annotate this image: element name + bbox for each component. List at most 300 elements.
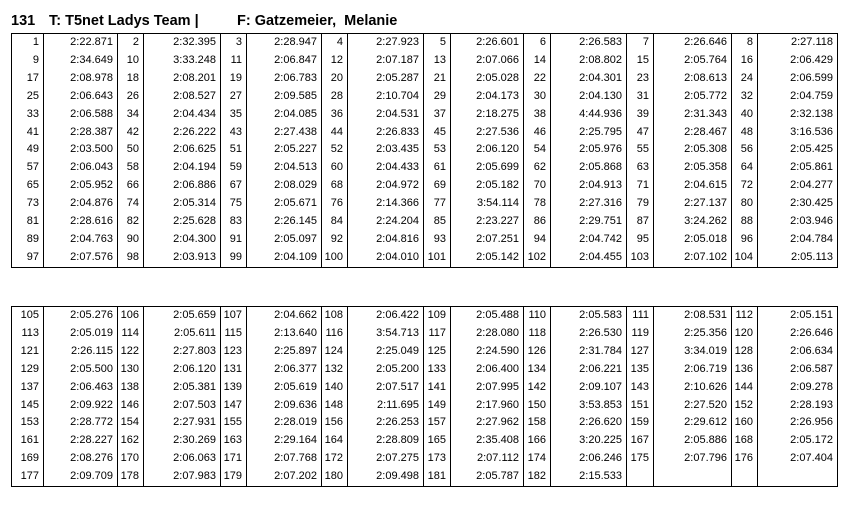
table-row bbox=[12, 124, 838, 142]
lap-time: 2:07.576 bbox=[44, 249, 118, 267]
lap-number: 150 bbox=[524, 397, 551, 415]
lap-number: 172 bbox=[322, 450, 348, 468]
lap-time: 3:53.853 bbox=[551, 397, 627, 415]
lap-number: 154 bbox=[118, 414, 144, 432]
lap-time: 2:06.246 bbox=[551, 450, 627, 468]
lap-time: 2:08.978 bbox=[44, 70, 118, 88]
lap-time: 2:04.173 bbox=[451, 88, 524, 106]
lap-number: 108 bbox=[322, 307, 348, 325]
table-row bbox=[12, 414, 838, 432]
lap-time: 2:08.802 bbox=[551, 52, 627, 70]
lap-time: 2:07.066 bbox=[451, 52, 524, 70]
lap-number: 29 bbox=[424, 88, 451, 106]
lap-number: 177 bbox=[12, 468, 44, 486]
lap-number: 45 bbox=[424, 124, 451, 142]
lap-number: 68 bbox=[322, 177, 348, 195]
lap-number: 75 bbox=[221, 195, 247, 213]
lap-time: 2:31.343 bbox=[654, 106, 732, 124]
lap-number: 70 bbox=[524, 177, 551, 195]
lap-time: 2:05.276 bbox=[44, 307, 118, 325]
lap-number: 107 bbox=[221, 307, 247, 325]
lap-number: 178 bbox=[118, 468, 144, 486]
lap-number: 2 bbox=[118, 34, 144, 52]
lap-number: 25 bbox=[12, 88, 44, 106]
lap-number: 40 bbox=[732, 106, 758, 124]
table-row bbox=[12, 213, 838, 231]
driver-name: F: Gatzemeier, Melanie bbox=[237, 13, 398, 29]
lap-number: 166 bbox=[524, 432, 551, 450]
lap-time: 4:44.936 bbox=[551, 106, 627, 124]
lap-time: 2:04.531 bbox=[348, 106, 424, 124]
lap-number: 121 bbox=[12, 343, 44, 361]
lap-time: 2:27.962 bbox=[451, 414, 524, 432]
lap-number: 103 bbox=[627, 249, 654, 267]
lap-number: 98 bbox=[118, 249, 144, 267]
lap-time: 2:04.455 bbox=[551, 249, 627, 267]
lap-time: 2:08.276 bbox=[44, 450, 118, 468]
lap-number: 117 bbox=[424, 325, 451, 343]
lap-number: 73 bbox=[12, 195, 44, 213]
lap-number: 74 bbox=[118, 195, 144, 213]
lap-time: 2:06.463 bbox=[44, 379, 118, 397]
table-row bbox=[12, 249, 838, 267]
lap-time: 2:07.251 bbox=[451, 231, 524, 249]
lap-number: 56 bbox=[732, 141, 758, 159]
lap-number: 27 bbox=[221, 88, 247, 106]
lap-time: 2:04.742 bbox=[551, 231, 627, 249]
table-row bbox=[12, 195, 838, 213]
lap-number: 153 bbox=[12, 414, 44, 432]
table-row bbox=[12, 106, 838, 124]
lap-number: 147 bbox=[221, 397, 247, 415]
lap-time: 2:15.533 bbox=[551, 468, 627, 486]
lap-time: 3:33.248 bbox=[144, 52, 221, 70]
lap-number: 83 bbox=[221, 213, 247, 231]
lap-time: 2:32.395 bbox=[144, 34, 221, 52]
lap-time: 2:06.063 bbox=[144, 450, 221, 468]
lap-time: 2:07.503 bbox=[144, 397, 221, 415]
lap-number: 109 bbox=[424, 307, 451, 325]
lap-number: 87 bbox=[627, 213, 654, 231]
lap-time: 2:17.960 bbox=[451, 397, 524, 415]
lap-time: 2:05.151 bbox=[758, 307, 838, 325]
lap-number: 158 bbox=[524, 414, 551, 432]
lap-time: 2:04.763 bbox=[44, 231, 118, 249]
lap-number: 53 bbox=[424, 141, 451, 159]
lap-time: 2:04.876 bbox=[44, 195, 118, 213]
lap-number: 135 bbox=[627, 361, 654, 379]
lap-number: 3 bbox=[221, 34, 247, 52]
lap-time: 2:26.253 bbox=[348, 414, 424, 432]
lap-number: 105 bbox=[12, 307, 44, 325]
lap-time: 2:04.615 bbox=[654, 177, 732, 195]
lap-time: 2:06.634 bbox=[758, 343, 838, 361]
lap-number: 164 bbox=[322, 432, 348, 450]
lap-time: 2:26.956 bbox=[758, 414, 838, 432]
lap-number bbox=[627, 468, 654, 486]
table-row bbox=[12, 70, 838, 88]
lap-number: 104 bbox=[732, 249, 758, 267]
lap-number: 151 bbox=[627, 397, 654, 415]
lap-number: 1 bbox=[12, 34, 44, 52]
lap-number: 133 bbox=[424, 361, 451, 379]
lap-number: 181 bbox=[424, 468, 451, 486]
lap-number: 110 bbox=[524, 307, 551, 325]
lap-time: 2:23.227 bbox=[451, 213, 524, 231]
lap-time: 2:07.768 bbox=[247, 450, 322, 468]
lap-time: 2:07.517 bbox=[348, 379, 424, 397]
lap-time: 2:06.422 bbox=[348, 307, 424, 325]
lap-number: 119 bbox=[627, 325, 654, 343]
lap-number: 26 bbox=[118, 88, 144, 106]
lap-time: 2:26.646 bbox=[758, 325, 838, 343]
lap-time: 2:29.164 bbox=[247, 432, 322, 450]
table-row bbox=[12, 379, 838, 397]
lap-time: 2:28.947 bbox=[247, 34, 322, 52]
lap-time: 2:05.142 bbox=[451, 249, 524, 267]
lap-time: 2:05.583 bbox=[551, 307, 627, 325]
lap-time: 2:05.488 bbox=[451, 307, 524, 325]
lap-time: 2:09.585 bbox=[247, 88, 322, 106]
lap-number: 167 bbox=[627, 432, 654, 450]
lap-time: 2:34.649 bbox=[44, 52, 118, 70]
lap-number: 91 bbox=[221, 231, 247, 249]
lap-number: 42 bbox=[118, 124, 144, 142]
lap-number: 39 bbox=[627, 106, 654, 124]
lap-number: 46 bbox=[524, 124, 551, 142]
lap-number: 85 bbox=[424, 213, 451, 231]
lap-number: 30 bbox=[524, 88, 551, 106]
lap-time: 2:27.536 bbox=[451, 124, 524, 142]
lap-number: 134 bbox=[524, 361, 551, 379]
lap-time: 2:09.107 bbox=[551, 379, 627, 397]
lap-time: 2:05.287 bbox=[348, 70, 424, 88]
lap-number: 161 bbox=[12, 432, 44, 450]
lap-time: 2:22.871 bbox=[44, 34, 118, 52]
lap-time: 2:26.222 bbox=[144, 124, 221, 142]
lap-time: 2:05.314 bbox=[144, 195, 221, 213]
lap-number: 182 bbox=[524, 468, 551, 486]
lap-number: 136 bbox=[732, 361, 758, 379]
lap-time: 2:06.783 bbox=[247, 70, 322, 88]
lap-time: 2:04.277 bbox=[758, 177, 838, 195]
lap-number: 122 bbox=[118, 343, 144, 361]
lap-number: 90 bbox=[118, 231, 144, 249]
lap-time: 2:05.659 bbox=[144, 307, 221, 325]
lap-time: 2:32.138 bbox=[758, 106, 838, 124]
lap-time: 2:28.227 bbox=[44, 432, 118, 450]
lap-time: 2:08.531 bbox=[654, 307, 732, 325]
lap-number: 141 bbox=[424, 379, 451, 397]
lap-number: 138 bbox=[118, 379, 144, 397]
lap-number: 92 bbox=[322, 231, 348, 249]
lap-number: 80 bbox=[732, 195, 758, 213]
lap-number: 15 bbox=[627, 52, 654, 70]
lap-time: 2:05.764 bbox=[654, 52, 732, 70]
lap-time: 2:08.029 bbox=[247, 177, 322, 195]
lap-time: 2:05.619 bbox=[247, 379, 322, 397]
lap-time: 3:24.262 bbox=[654, 213, 732, 231]
lap-number: 76 bbox=[322, 195, 348, 213]
lap-number: 163 bbox=[221, 432, 247, 450]
lap-number: 58 bbox=[118, 159, 144, 177]
lap-time: 2:05.019 bbox=[44, 325, 118, 343]
table-row bbox=[12, 361, 838, 379]
lap-number: 139 bbox=[221, 379, 247, 397]
lap-number: 21 bbox=[424, 70, 451, 88]
lap-time: 2:28.467 bbox=[654, 124, 732, 142]
lap-time: 2:05.172 bbox=[758, 432, 838, 450]
lap-number: 126 bbox=[524, 343, 551, 361]
lap-number: 145 bbox=[12, 397, 44, 415]
lap-number: 34 bbox=[118, 106, 144, 124]
lap-time bbox=[654, 468, 732, 486]
lap-time: 2:25.795 bbox=[551, 124, 627, 142]
lap-number: 148 bbox=[322, 397, 348, 415]
lap-time: 2:25.897 bbox=[247, 343, 322, 361]
table-row bbox=[12, 397, 838, 415]
lap-time: 2:05.182 bbox=[451, 177, 524, 195]
team-name: T: T5net Ladys Team | bbox=[49, 13, 199, 29]
lap-number: 144 bbox=[732, 379, 758, 397]
lap-number: 137 bbox=[12, 379, 44, 397]
lap-time: 2:08.613 bbox=[654, 70, 732, 88]
lap-time: 2:27.316 bbox=[551, 195, 627, 213]
lap-number: 35 bbox=[221, 106, 247, 124]
lap-number: 173 bbox=[424, 450, 451, 468]
lap-time: 2:06.221 bbox=[551, 361, 627, 379]
lap-number: 6 bbox=[524, 34, 551, 52]
lap-number: 31 bbox=[627, 88, 654, 106]
lap-time: 2:28.809 bbox=[348, 432, 424, 450]
lap-number: 7 bbox=[627, 34, 654, 52]
lap-time: 2:05.868 bbox=[551, 159, 627, 177]
lap-number: 95 bbox=[627, 231, 654, 249]
lap-time: 2:31.784 bbox=[551, 343, 627, 361]
lap-number: 124 bbox=[322, 343, 348, 361]
lap-number: 14 bbox=[524, 52, 551, 70]
lap-time: 2:04.010 bbox=[348, 249, 424, 267]
lap-times-table-2 bbox=[11, 306, 838, 487]
lap-time: 2:07.112 bbox=[451, 450, 524, 468]
lap-number: 23 bbox=[627, 70, 654, 88]
lap-time: 2:30.269 bbox=[144, 432, 221, 450]
lap-number: 106 bbox=[118, 307, 144, 325]
lap-number: 116 bbox=[322, 325, 348, 343]
lap-number: 64 bbox=[732, 159, 758, 177]
lap-time: 2:04.816 bbox=[348, 231, 424, 249]
lap-time: 2:09.922 bbox=[44, 397, 118, 415]
lap-time: 2:27.923 bbox=[348, 34, 424, 52]
lap-time: 2:27.931 bbox=[144, 414, 221, 432]
lap-number: 63 bbox=[627, 159, 654, 177]
lap-time: 2:05.671 bbox=[247, 195, 322, 213]
lap-number: 19 bbox=[221, 70, 247, 88]
table-row bbox=[12, 343, 838, 361]
lap-number: 20 bbox=[322, 70, 348, 88]
lap-number: 52 bbox=[322, 141, 348, 159]
lap-time: 2:04.130 bbox=[551, 88, 627, 106]
lap-number: 33 bbox=[12, 106, 44, 124]
lap-number: 101 bbox=[424, 249, 451, 267]
lap-time: 2:05.500 bbox=[44, 361, 118, 379]
lap-number: 10 bbox=[118, 52, 144, 70]
lap-number: 93 bbox=[424, 231, 451, 249]
lap-time: 2:07.995 bbox=[451, 379, 524, 397]
lap-number: 100 bbox=[322, 249, 348, 267]
lap-number: 157 bbox=[424, 414, 451, 432]
lap-time: 2:28.193 bbox=[758, 397, 838, 415]
lap-number: 162 bbox=[118, 432, 144, 450]
lap-number: 67 bbox=[221, 177, 247, 195]
lap-number: 115 bbox=[221, 325, 247, 343]
lap-time: 2:09.709 bbox=[44, 468, 118, 486]
table-row bbox=[12, 231, 838, 249]
lap-time: 2:05.200 bbox=[348, 361, 424, 379]
lap-number: 171 bbox=[221, 450, 247, 468]
lap-number: 168 bbox=[732, 432, 758, 450]
lap-time: 2:05.425 bbox=[758, 141, 838, 159]
lap-time: 2:09.636 bbox=[247, 397, 322, 415]
lap-number: 86 bbox=[524, 213, 551, 231]
lap-time: 2:26.115 bbox=[44, 343, 118, 361]
lap-time: 2:28.387 bbox=[44, 124, 118, 142]
lap-number: 11 bbox=[221, 52, 247, 70]
table-row bbox=[12, 325, 838, 343]
lap-time: 2:26.530 bbox=[551, 325, 627, 343]
lap-time: 2:06.400 bbox=[451, 361, 524, 379]
table-row bbox=[12, 88, 838, 106]
lap-time: 2:03.946 bbox=[758, 213, 838, 231]
lap-number: 96 bbox=[732, 231, 758, 249]
lap-number: 18 bbox=[118, 70, 144, 88]
lap-time: 2:07.187 bbox=[348, 52, 424, 70]
lap-time: 2:05.097 bbox=[247, 231, 322, 249]
lap-number: 78 bbox=[524, 195, 551, 213]
lap-time: 2:25.356 bbox=[654, 325, 732, 343]
lap-time: 2:05.699 bbox=[451, 159, 524, 177]
lap-number: 28 bbox=[322, 88, 348, 106]
lap-number: 129 bbox=[12, 361, 44, 379]
lap-time: 2:04.433 bbox=[348, 159, 424, 177]
lap-time: 2:07.102 bbox=[654, 249, 732, 267]
lap-time: 2:04.759 bbox=[758, 88, 838, 106]
lap-time: 2:27.438 bbox=[247, 124, 322, 142]
lap-number: 22 bbox=[524, 70, 551, 88]
lap-number: 118 bbox=[524, 325, 551, 343]
lap-time: 2:06.719 bbox=[654, 361, 732, 379]
lap-number: 159 bbox=[627, 414, 654, 432]
lap-number: 8 bbox=[732, 34, 758, 52]
lap-number: 120 bbox=[732, 325, 758, 343]
lap-time bbox=[758, 468, 838, 486]
lap-number: 16 bbox=[732, 52, 758, 70]
lap-number: 59 bbox=[221, 159, 247, 177]
lap-time: 2:05.772 bbox=[654, 88, 732, 106]
lap-number: 155 bbox=[221, 414, 247, 432]
lap-time: 2:26.583 bbox=[551, 34, 627, 52]
lap-number: 69 bbox=[424, 177, 451, 195]
lap-number: 84 bbox=[322, 213, 348, 231]
lap-number: 156 bbox=[322, 414, 348, 432]
lap-number: 41 bbox=[12, 124, 44, 142]
lap-time: 2:05.113 bbox=[758, 249, 838, 267]
lap-number: 170 bbox=[118, 450, 144, 468]
lap-time: 2:03.500 bbox=[44, 141, 118, 159]
lap-time: 2:05.886 bbox=[654, 432, 732, 450]
lap-time: 2:04.662 bbox=[247, 307, 322, 325]
lap-number: 43 bbox=[221, 124, 247, 142]
lap-time: 2:03.435 bbox=[348, 141, 424, 159]
lap-number: 142 bbox=[524, 379, 551, 397]
lap-time: 3:54.713 bbox=[348, 325, 424, 343]
lap-number: 50 bbox=[118, 141, 144, 159]
lap-time: 2:06.588 bbox=[44, 106, 118, 124]
lap-time: 2:05.227 bbox=[247, 141, 322, 159]
table-row bbox=[12, 141, 838, 159]
lap-time: 2:05.787 bbox=[451, 468, 524, 486]
lap-number: 149 bbox=[424, 397, 451, 415]
lap-time: 2:04.109 bbox=[247, 249, 322, 267]
lap-time: 2:09.278 bbox=[758, 379, 838, 397]
lap-time: 2:03.913 bbox=[144, 249, 221, 267]
page-header bbox=[11, 11, 837, 32]
lap-time: 2:05.018 bbox=[654, 231, 732, 249]
lap-number: 57 bbox=[12, 159, 44, 177]
lap-number: 61 bbox=[424, 159, 451, 177]
lap-time: 2:29.612 bbox=[654, 414, 732, 432]
lap-time: 2:05.952 bbox=[44, 177, 118, 195]
lap-time: 2:04.301 bbox=[551, 70, 627, 88]
table-row bbox=[12, 52, 838, 70]
lap-number: 82 bbox=[118, 213, 144, 231]
lap-number: 165 bbox=[424, 432, 451, 450]
lap-time: 2:04.085 bbox=[247, 106, 322, 124]
lap-time: 2:07.404 bbox=[758, 450, 838, 468]
lap-time: 2:13.640 bbox=[247, 325, 322, 343]
lap-number: 114 bbox=[118, 325, 144, 343]
lap-time: 2:04.300 bbox=[144, 231, 221, 249]
lap-time: 2:04.972 bbox=[348, 177, 424, 195]
lap-number: 32 bbox=[732, 88, 758, 106]
lap-time: 2:26.601 bbox=[451, 34, 524, 52]
lap-time: 2:26.646 bbox=[654, 34, 732, 52]
lap-time: 2:24.590 bbox=[451, 343, 524, 361]
lap-number: 143 bbox=[627, 379, 654, 397]
lap-time: 2:35.408 bbox=[451, 432, 524, 450]
lap-time: 2:06.429 bbox=[758, 52, 838, 70]
lap-number: 37 bbox=[424, 106, 451, 124]
lap-time: 2:14.366 bbox=[348, 195, 424, 213]
lap-number: 36 bbox=[322, 106, 348, 124]
lap-number: 131 bbox=[221, 361, 247, 379]
table-row bbox=[12, 307, 838, 325]
lap-time: 2:05.861 bbox=[758, 159, 838, 177]
table-row bbox=[12, 34, 838, 52]
lap-number: 132 bbox=[322, 361, 348, 379]
lap-time: 2:06.120 bbox=[451, 141, 524, 159]
lap-number: 127 bbox=[627, 343, 654, 361]
lap-time: 2:08.527 bbox=[144, 88, 221, 106]
lap-time: 2:05.611 bbox=[144, 325, 221, 343]
lap-number: 4 bbox=[322, 34, 348, 52]
lap-time: 2:25.049 bbox=[348, 343, 424, 361]
lap-time: 2:27.520 bbox=[654, 397, 732, 415]
lap-number: 175 bbox=[627, 450, 654, 468]
lap-time: 2:29.751 bbox=[551, 213, 627, 231]
lap-time: 2:28.080 bbox=[451, 325, 524, 343]
table-row bbox=[12, 159, 838, 177]
